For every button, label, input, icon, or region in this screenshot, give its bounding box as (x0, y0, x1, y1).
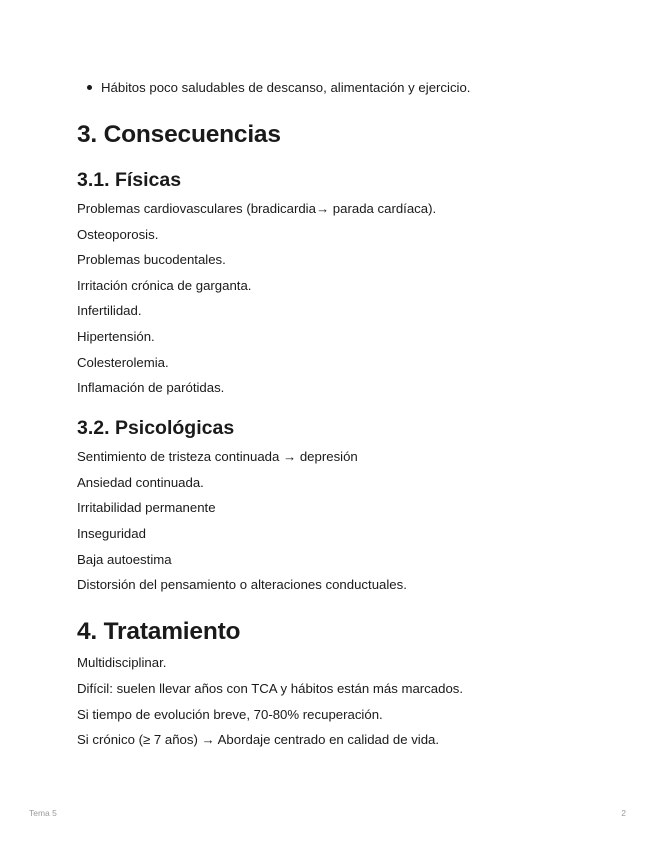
list-item: Problemas cardiovasculares (bradicardia→ parada cardíaca). (77, 201, 437, 216)
footer-page-number: 2 (621, 808, 626, 818)
section-3-heading: 3. Consecuencias (77, 121, 281, 148)
list-item: Sentimiento de tristeza continuada → depresión (77, 449, 358, 464)
list-item: Distorsión del pensamiento o alteraciones conductuales. (77, 577, 407, 592)
list-item: Colesterolemia. (77, 355, 169, 370)
section-3-2-heading: 3.2. Psicológicas (77, 417, 235, 439)
list-item: Si crónico (≥ 7 años) → Abordaje centrado en calidad de vida. (77, 732, 440, 747)
list-item: Inseguridad (77, 526, 146, 541)
list-item: Baja autoestima (77, 552, 172, 567)
list-item: Inflamación de parótidas. (77, 380, 225, 395)
section-3-1-heading: 3.1. Físicas (77, 169, 182, 191)
list-item: Si tiempo de evolución breve, 70-80% recuperación. (77, 707, 383, 722)
list-item: Irritación crónica de garganta. (77, 278, 252, 293)
section-4-heading: 4. Tratamiento (77, 618, 241, 645)
footer-chapter-label: Tema 5 (29, 808, 57, 818)
list-item: Osteoporosis. (77, 227, 159, 242)
list-item: Multidisciplinar. (77, 655, 167, 670)
list-item: Hábitos poco saludables de descanso, alimentación y ejercicio. (77, 79, 617, 96)
intro-bullet-list (77, 79, 617, 96)
list-item: Difícil: suelen llevar años con TCA y hábitos están más marcados. (77, 681, 464, 696)
list-item: Irritabilidad permanente (77, 500, 216, 515)
list-item: Ansiedad continuada. (77, 475, 204, 490)
list-item: Hipertensión. (77, 329, 155, 344)
list-item: Infertilidad. (77, 303, 142, 318)
list-item: Problemas bucodentales. (77, 252, 226, 267)
